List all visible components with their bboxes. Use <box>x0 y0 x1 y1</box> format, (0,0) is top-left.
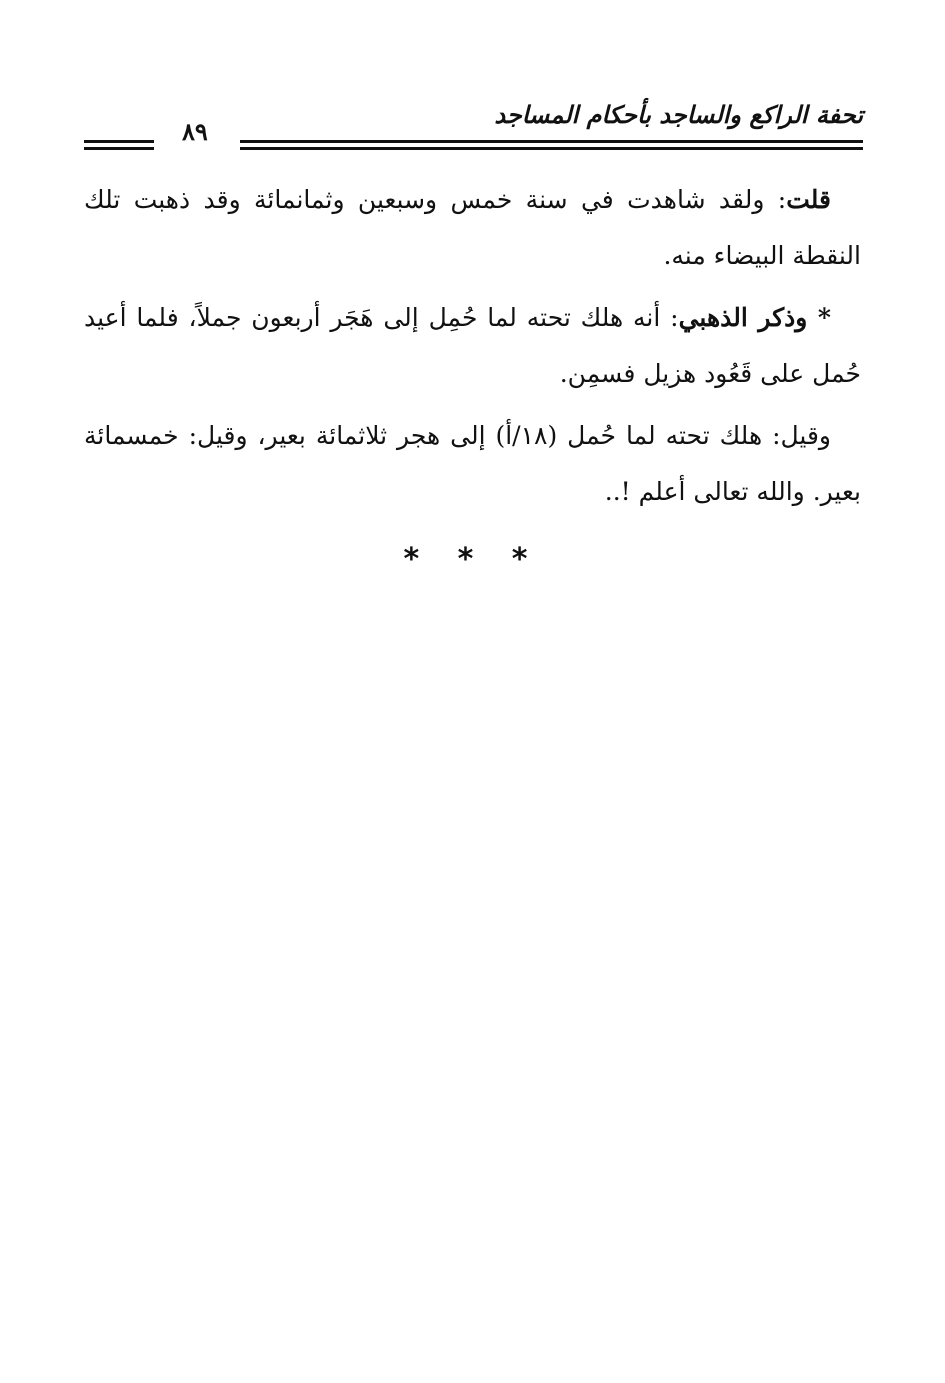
paragraph-text: : ولقد شاهدت في سنة خمس وسبعين وثمانمائة وقد ذهبت تلك النقطة البيضاء منه. <box>84 185 861 270</box>
paragraph-text: وقيل: هلك تحته لما حُمل (١٨/أ) إلى هجر ثلاثمائة بعير، وقيل: خمسمائة بعير. والله تعالى أعلم !.. <box>84 421 861 506</box>
running-title: تحفة الراكع والساجد بأحكام المساجد <box>494 100 863 129</box>
paragraph-1 <box>84 172 861 284</box>
paragraph-2 <box>84 290 861 402</box>
paragraph-lead: * وذكر الذهبي <box>678 303 831 332</box>
paragraph-lead: قلت <box>786 185 831 214</box>
body-text <box>84 172 861 526</box>
page-number: ٨٩ <box>182 117 208 146</box>
paragraph-3 <box>84 408 861 520</box>
paragraph-text: : أنه هلك تحته لما حُمِل إلى هَجَر أربعون جملاً، فلما أعيد حُمل على قَعُود هزيل فسمِن. <box>84 303 861 388</box>
header-rule-long <box>240 140 863 150</box>
header-rule-short <box>84 140 154 150</box>
running-header <box>82 100 863 146</box>
section-separator: * * * <box>403 542 542 577</box>
